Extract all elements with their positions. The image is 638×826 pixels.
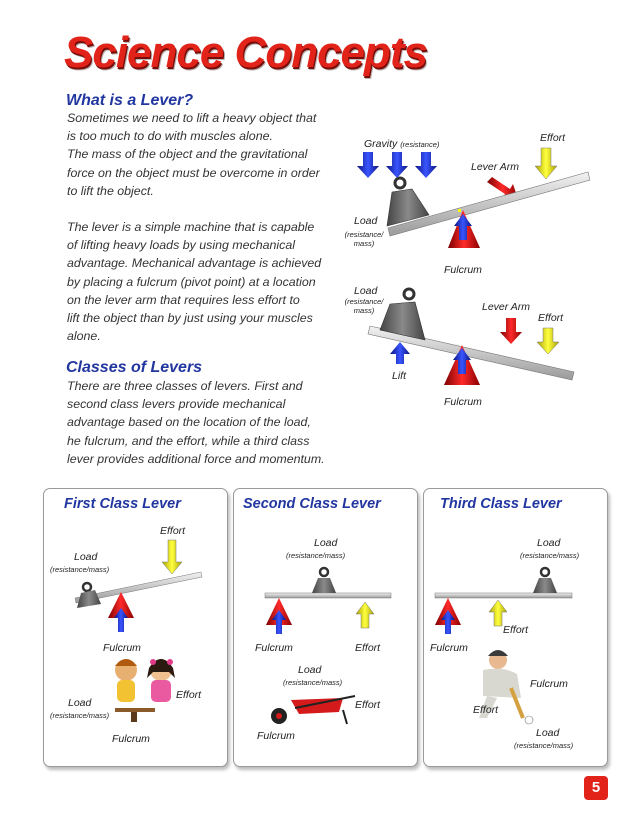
third-class-title: Third Class Lever: [440, 496, 562, 512]
third-load-sublabel: (resistance/mass): [520, 551, 580, 560]
first-effort-label-2: Effort: [176, 689, 202, 701]
first-load-label-2: Load: [68, 697, 92, 709]
gravity-arrow-icon: [415, 152, 437, 178]
intro-paragraph: Sometimes we need to lift a heavy object that is too much to do with muscles alone. The mass of the object and the gravitational force on the object must be overcome in order to lift the object.: [67, 111, 320, 198]
first-load-label: Load: [74, 551, 98, 563]
gravity-label: Gravity (resistance): [364, 138, 440, 150]
first-load-sublabel-2: (resistance/mass): [50, 711, 110, 720]
fulcrum-label: Fulcrum: [444, 264, 482, 276]
second-fulcrum-label-2: Fulcrum: [257, 730, 295, 742]
gravity-arrow-icon: [357, 152, 379, 178]
load-label-2: Load: [354, 285, 378, 297]
first-class-title: First Class Lever: [64, 496, 181, 512]
wheelbarrow-icon: [271, 696, 355, 724]
third-fulcrum-label-2: Fulcrum: [530, 678, 568, 690]
fulcrum-label-2: Fulcrum: [444, 396, 482, 408]
effort-arrow-icon: [162, 540, 182, 574]
seesaw-kids-icon: [115, 659, 175, 722]
lever-beam: [435, 593, 572, 598]
second-fulcrum-label: Fulcrum: [255, 642, 293, 654]
second-load-sublabel: (resistance/mass): [286, 551, 346, 560]
first-fulcrum-label-2: Fulcrum: [112, 733, 150, 745]
second-effort-label: Effort: [355, 642, 381, 654]
effort-label: Effort: [540, 132, 566, 144]
gravity-arrows: [357, 152, 437, 178]
third-effort-label: Effort: [503, 624, 529, 636]
effort-label-2: Effort: [538, 312, 564, 324]
first-fulcrum-label: Fulcrum: [103, 642, 141, 654]
second-class-title: Second Class Lever: [243, 496, 381, 512]
third-load-label: Load: [537, 537, 561, 549]
effort-arrow-icon: [537, 328, 559, 354]
effort-arrow-icon: [489, 600, 507, 626]
section-heading-classes: Classes of Levers: [66, 359, 203, 376]
gravity-arrow-icon: [386, 152, 408, 178]
third-effort-label-2: Effort: [473, 704, 499, 716]
lever-arm-arrow-icon: [500, 318, 522, 344]
first-effort-label: Effort: [160, 525, 186, 537]
lift-arrow-icon: [390, 342, 410, 364]
load-weight-icon: [533, 568, 557, 593]
load-sublabel-2: (resistance/ mass): [344, 297, 384, 315]
load-sublabel: (resistance/ mass): [344, 230, 384, 248]
lever-arm-label: Lever Arm: [471, 161, 520, 173]
first-load-sublabel: (resistance/mass): [50, 565, 110, 574]
second-load-sublabel-2: (resistance/mass): [283, 678, 343, 687]
load-label: Load: [354, 215, 378, 227]
classes-paragraph: There are three classes of levers. First and second class levers provide mechanical advantage based on the location of the load, he fulcrum, and the effort, while a third class lever provides additional force and momentum.: [67, 379, 325, 466]
section-heading-what-is-lever: What is a Lever?: [66, 92, 194, 109]
lever-beam: [265, 593, 391, 598]
second-load-label: Load: [314, 537, 338, 549]
lever-paragraph: The lever is a simple machine that is capable of lifting heavy loads by using mechanical advantage. Mechanical advantage is achieved by placing a fulcrum (pivot point) at a location on the lever arm that requires less effort to lift the object than by just using your muscles alone.: [67, 220, 322, 344]
third-fulcrum-label: Fulcrum: [430, 642, 468, 654]
effort-arrow-icon: [535, 148, 557, 179]
lift-label: Lift: [392, 370, 407, 382]
lever-arm-label-2: Lever Arm: [482, 301, 531, 313]
third-load-sublabel-2: (resistance/mass): [514, 741, 574, 750]
page-number: 5: [584, 776, 608, 800]
page-title: Science Concepts: [64, 28, 428, 77]
effort-arrow-icon: [356, 602, 374, 628]
load-weight-icon: [312, 568, 336, 593]
third-load-label-2: Load: [536, 727, 560, 739]
second-effort-label-2: Effort: [355, 699, 381, 711]
second-load-label-2: Load: [298, 664, 322, 676]
